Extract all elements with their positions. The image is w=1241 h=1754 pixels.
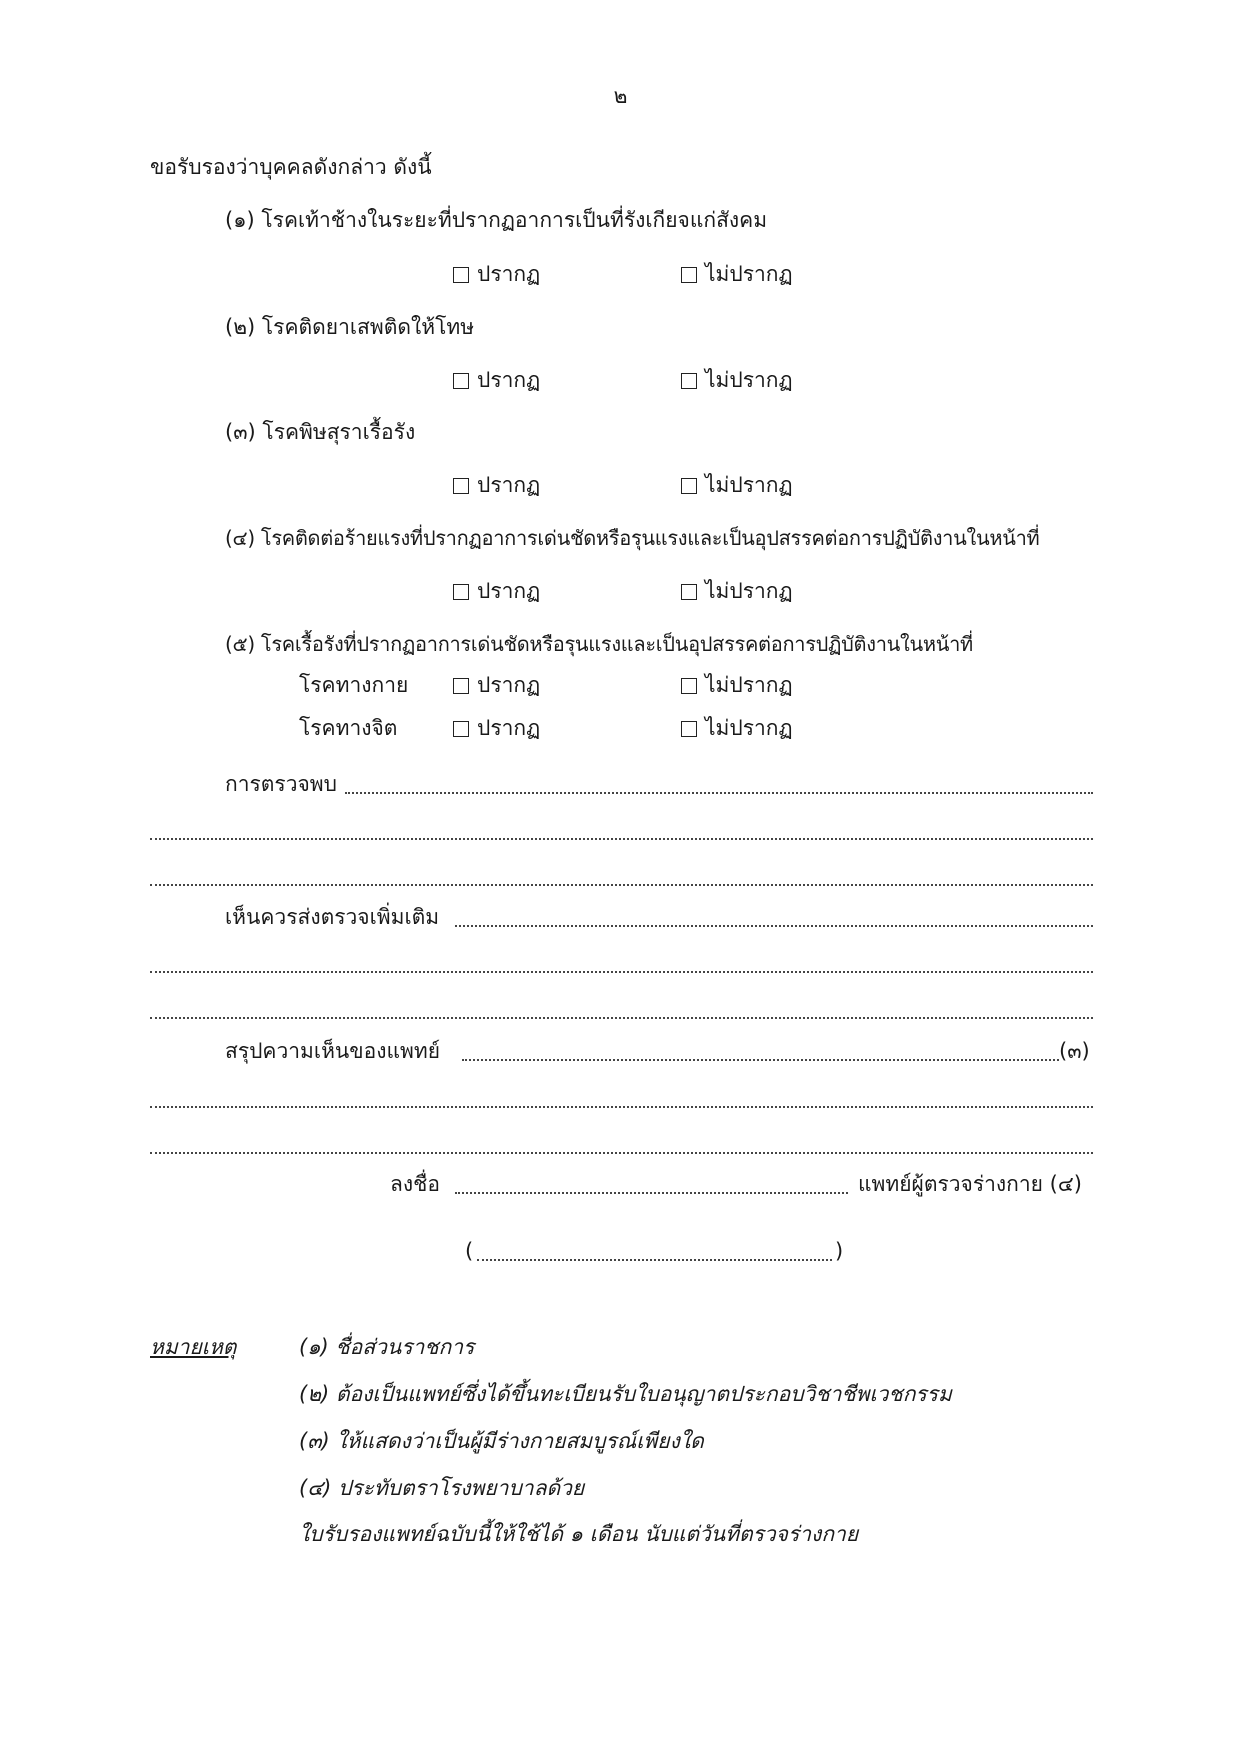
item-3-present-option[interactable] bbox=[453, 473, 540, 498]
page-number: ๒ bbox=[613, 84, 628, 108]
note-line-1: (๑) ชื่อส่วนราชการ bbox=[299, 1335, 475, 1359]
signature-name-line[interactable] bbox=[477, 1259, 832, 1261]
findings-label: การตรวจพบ bbox=[225, 772, 337, 796]
item-2-present-option[interactable] bbox=[453, 368, 540, 393]
summary-line-3[interactable] bbox=[150, 1152, 1093, 1154]
option-label: ไม่ปรากฏ bbox=[705, 673, 793, 697]
findings-line-3[interactable] bbox=[150, 884, 1093, 886]
note-line-5: ใบรับรองแพทย์ฉบับนี้ให้ใช้ได้ ๑ เดือน นับแต่วันที่ตรวจร่างกาย bbox=[299, 1522, 859, 1546]
option-label: ไม่ปรากฏ bbox=[705, 368, 793, 392]
findings-line-1[interactable] bbox=[345, 792, 1093, 794]
item-2-label: (๒) โรคติดยาเสพติดให้โทษ bbox=[225, 315, 475, 339]
option-label: ปรากฏ bbox=[477, 673, 541, 697]
summary-note-ref: (๓) bbox=[1059, 1039, 1090, 1063]
option-label: ปรากฏ bbox=[477, 262, 541, 286]
item-4-absent-option[interactable] bbox=[681, 579, 793, 604]
notes-heading: หมายเหตุ bbox=[150, 1335, 237, 1359]
item-5-mental-label: โรคทางจิต bbox=[299, 716, 398, 740]
note-line-2: (๒) ต้องเป็นแพทย์ซึ่งได้ขึ้นทะเบียนรับใบอนุญาตประกอบวิชาชีพเวชกรรม bbox=[299, 1382, 952, 1406]
option-label: ไม่ปรากฏ bbox=[705, 262, 793, 286]
findings-line-2[interactable] bbox=[150, 838, 1093, 840]
item-3-label: (๓) โรคพิษสุราเรื้อรัง bbox=[225, 420, 416, 444]
item-4-label: (๔) โรคติดต่อร้ายแรงที่ปรากฏอาการเด่นชัดหรือรุนแรงและเป็นอุปสรรคต่อการปฏิบัติงานในหน้าที่ bbox=[225, 526, 1040, 550]
item-5-physical-label: โรคทางกาย bbox=[299, 673, 409, 697]
referral-line-2[interactable] bbox=[150, 971, 1093, 973]
item-3-absent-checkbox[interactable] bbox=[681, 478, 697, 494]
note-line-4: (๔) ประทับตราโรงพยาบาลด้วย bbox=[299, 1476, 585, 1500]
item-2-absent-option[interactable] bbox=[681, 368, 793, 393]
item-5-physical-absent-checkbox[interactable] bbox=[681, 678, 697, 694]
summary-label: สรุปความเห็นของแพทย์ bbox=[225, 1039, 441, 1063]
item-1-present-option[interactable] bbox=[453, 262, 540, 287]
item-5-physical-present-checkbox[interactable] bbox=[453, 678, 469, 694]
signature-open-paren: ( bbox=[465, 1239, 474, 1263]
item-2-present-checkbox[interactable] bbox=[453, 373, 469, 389]
item-4-present-checkbox[interactable] bbox=[453, 584, 469, 600]
summary-line-2[interactable] bbox=[150, 1106, 1093, 1108]
item-1-label: (๑) โรคเท้าช้างในระยะที่ปรากฏอาการเป็นที่รังเกียจแก่สังคม bbox=[225, 208, 768, 232]
signature-role: แพทย์ผู้ตรวจร่างกาย (๔) bbox=[858, 1172, 1082, 1196]
item-5-label: (๕) โรคเรื้อรังที่ปรากฏอาการเด่นชัดหรือรุนแรงและเป็นอุปสรรคต่อการปฏิบัติงานในหน้าที่ bbox=[225, 632, 973, 656]
referral-label: เห็นควรส่งตรวจเพิ่มเติม bbox=[225, 905, 440, 929]
item-5-mental-absent-option[interactable] bbox=[681, 716, 793, 741]
referral-line-1[interactable] bbox=[455, 925, 1093, 927]
summary-line-1[interactable] bbox=[462, 1059, 1059, 1061]
option-label: ไม่ปรากฏ bbox=[705, 579, 793, 603]
option-label: ปรากฏ bbox=[477, 368, 541, 392]
signature-line[interactable] bbox=[455, 1192, 848, 1194]
item-2-absent-checkbox[interactable] bbox=[681, 373, 697, 389]
item-1-absent-checkbox[interactable] bbox=[681, 267, 697, 283]
option-label: ปรากฏ bbox=[477, 579, 541, 603]
item-5-mental-present-option[interactable] bbox=[453, 716, 540, 741]
item-4-present-option[interactable] bbox=[453, 579, 540, 604]
referral-line-3[interactable] bbox=[150, 1017, 1093, 1019]
item-1-present-checkbox[interactable] bbox=[453, 267, 469, 283]
item-5-mental-absent-checkbox[interactable] bbox=[681, 721, 697, 737]
item-5-physical-absent-option[interactable] bbox=[681, 673, 793, 698]
option-label: ไม่ปรากฏ bbox=[705, 716, 793, 740]
note-line-3: (๓) ให้แสดงว่าเป็นผู้มีร่างกายสมบูรณ์เพียงใด bbox=[299, 1429, 704, 1453]
intro-text: ขอรับรองว่าบุคคลดังกล่าว ดังนี้ bbox=[150, 155, 432, 179]
item-1-absent-option[interactable] bbox=[681, 262, 793, 287]
option-label: ไม่ปรากฏ bbox=[705, 473, 793, 497]
signature-close-paren: ) bbox=[835, 1239, 844, 1263]
signature-label: ลงชื่อ bbox=[390, 1172, 440, 1196]
item-4-absent-checkbox[interactable] bbox=[681, 584, 697, 600]
item-3-present-checkbox[interactable] bbox=[453, 478, 469, 494]
option-label: ปรากฏ bbox=[477, 716, 541, 740]
option-label: ปรากฏ bbox=[477, 473, 541, 497]
item-5-physical-present-option[interactable] bbox=[453, 673, 540, 698]
item-5-mental-present-checkbox[interactable] bbox=[453, 721, 469, 737]
item-3-absent-option[interactable] bbox=[681, 473, 793, 498]
